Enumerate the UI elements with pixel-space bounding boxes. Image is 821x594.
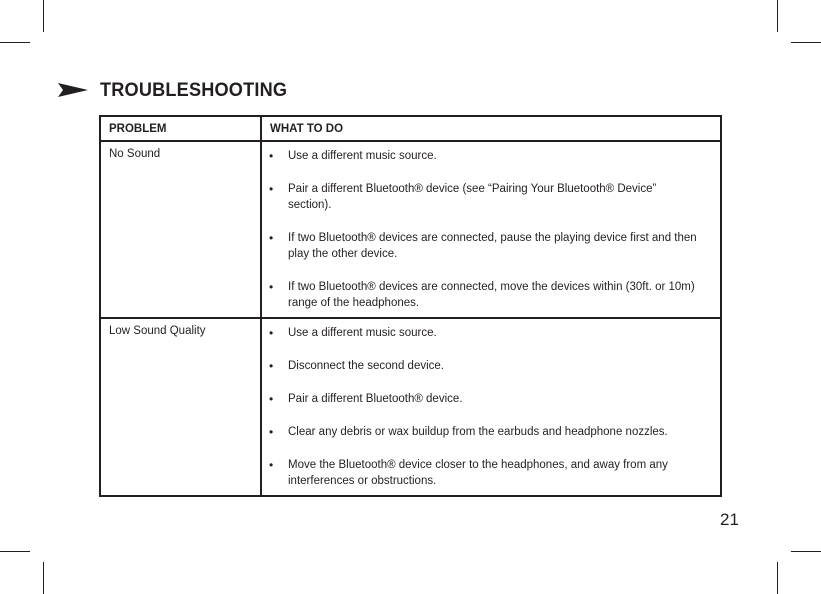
- problem-column-header: PROBLEM: [100, 116, 261, 141]
- crop-mark: [0, 42, 30, 43]
- crop-mark: [791, 42, 821, 43]
- troubleshooting-table: [99, 115, 722, 497]
- page-number: 21: [720, 510, 739, 529]
- section-heading: [58, 78, 301, 102]
- solution-list: [262, 325, 702, 489]
- list-item: • Use a different music source.: [262, 148, 702, 164]
- table-header-row: [100, 116, 721, 141]
- problem-cell: Low Sound Quality: [100, 318, 261, 496]
- list-item: • Pair a different Bluetooth® device.: [262, 391, 702, 407]
- crop-mark: [0, 551, 30, 552]
- table-row: [100, 141, 721, 318]
- list-item: • Clear any debris or wax buildup from the earbuds and headphone nozzles.: [262, 424, 702, 440]
- crop-mark: [777, 0, 778, 32]
- crop-mark: [791, 551, 821, 552]
- list-item: • Disconnect the second device.: [262, 358, 702, 374]
- solution-cell: [261, 318, 721, 496]
- table-row: [100, 318, 721, 496]
- solution-list: [262, 148, 702, 311]
- crop-mark: [43, 0, 44, 32]
- list-item: • If two Bluetooth® devices are connected, move the devices within (30ft. or 10m) range of the headphones.: [262, 279, 702, 311]
- what-to-do-column-header: WHAT TO DO: [261, 116, 721, 141]
- list-item: • Move the Bluetooth® device closer to the headphones, and away from any interferences or obstructions.: [262, 457, 702, 489]
- crop-mark: [43, 562, 44, 594]
- triangle-arrow-icon: [58, 80, 88, 100]
- list-item: • Pair a different Bluetooth® device (see “Pairing Your Bluetooth® Device” section).: [262, 181, 702, 213]
- list-item: • If two Bluetooth® devices are connected, pause the playing device first and then play the other device.: [262, 230, 702, 262]
- problem-cell: No Sound: [100, 141, 261, 318]
- list-item: • Use a different music source.: [262, 325, 702, 341]
- solution-cell: [261, 141, 721, 318]
- crop-mark: [777, 562, 778, 594]
- section-title: TROUBLESHOOTING: [100, 78, 288, 101]
